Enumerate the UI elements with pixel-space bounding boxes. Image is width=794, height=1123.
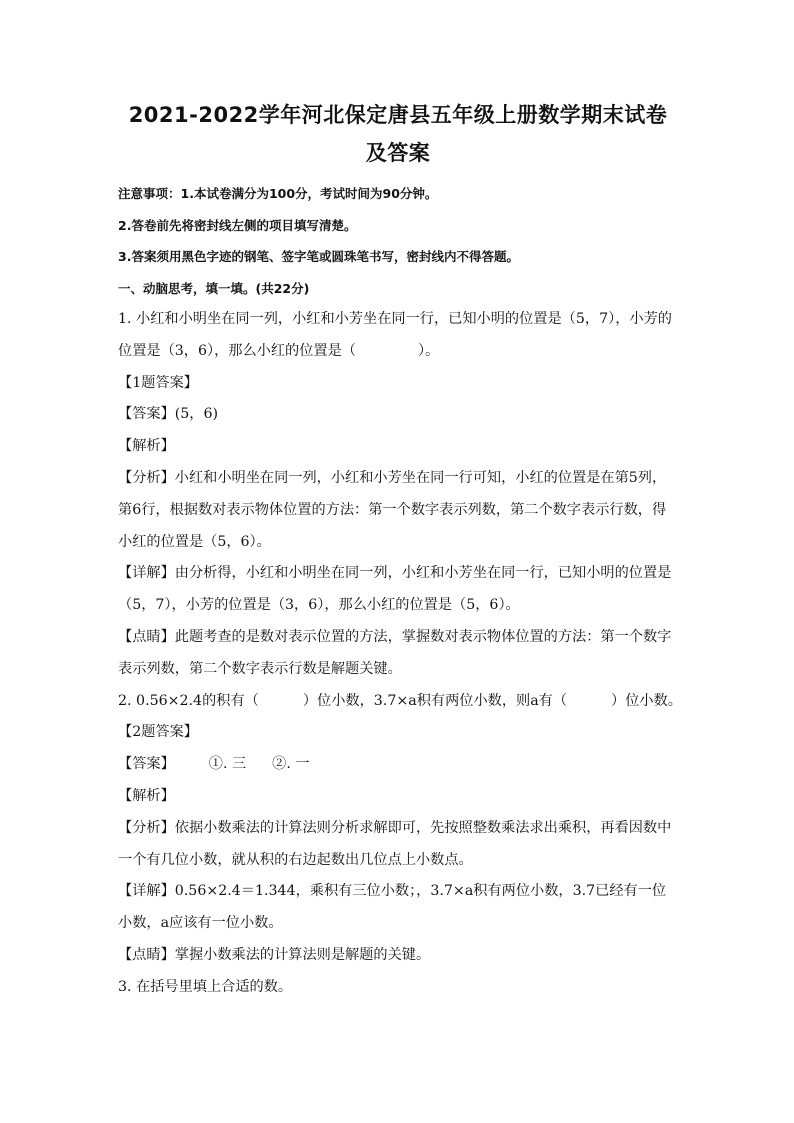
question-1-analysis-header: 【解析】 <box>118 438 175 455</box>
question-2-analysis-header: 【解析】 <box>118 787 175 804</box>
exam-note-2: 2.答卷前先将密封线左侧的项目填写清楚。 <box>118 217 357 233</box>
question-2-key-point: 【点睛】掌握小数乘法的计算法则是解题的关键。 <box>118 946 431 963</box>
question-1-analysis: 【分析】小红和小明坐在同一列，小红和小芳坐在同一行可知，小红的位置是在第5列，第6行，根据数对表示物体位置的方法：第一个数字表示列数，第二个数字表示行数，得小红的位置是（5，6）。 <box>118 469 667 550</box>
question-2-detail: 【详解】0.56×2.4＝1.344，乘积有三位小数；，3.7×a积有两位小数，3.7已经有一位小数，a应该有一位小数。 <box>118 883 667 932</box>
question-1-answer-header: 【1题答案】 <box>118 374 198 391</box>
question-2-answer-1: ①. 三 <box>208 756 247 773</box>
document-page <box>118 96 682 1004</box>
exam-note-3: 3.答案须用黑色字迹的钢笔、签字笔或圆珠笔书写，密封线内不得答题。 <box>118 249 519 264</box>
question-2-answer-header: 【2题答案】 <box>118 724 198 741</box>
question-2-answer-2: ②. 一 <box>272 756 310 773</box>
question-1-stem <box>118 304 678 368</box>
question-2-stem-part-1: 2. 0.56×2.4的积有（ <box>118 692 259 709</box>
question-2-answer <box>118 749 678 781</box>
section-heading-fill-in: 一、动脑思考，填一填。(共22分) <box>118 280 310 296</box>
exam-note-1: 注意事项：1.本试卷满分为100分，考试时间为90分钟。 <box>118 186 438 201</box>
document-title: 2021-2022学年河北保定唐县五年级上册数学期末试卷及答案 <box>128 103 668 165</box>
question-1-key-point: 【点睛】此题考查的是数对表示位置的方法，掌握数对表示物体位置的方法：第一个数字表示列数，第二个数字表示行数是解题关键。 <box>118 628 672 677</box>
question-1-answer: 【答案】(5，6) <box>118 406 219 423</box>
question-2-stem <box>118 686 682 718</box>
question-1-stem-end: ）。 <box>417 342 440 359</box>
question-2-analysis: 【分析】依据小数乘法的计算法则分析求解即可，先按照整数乘法求出乘积，再看因数中一个有几位小数，就从积的右边起数出几位点上小数点。 <box>118 819 672 868</box>
question-1-detail: 【详解】由分析得，小红和小明坐在同一列，小红和小芳坐在同一行，已知小明的位置是（5，7），小芳的位置是（3，6），那么小红的位置是（5，6）。 <box>118 565 672 614</box>
question-2-stem-part-2: ）位小数，3.7×a积有两位小数，则a有（ <box>302 692 568 709</box>
question-1-stem-text: 1. 小红和小明坐在同一列，小红和小芳坐在同一行，已知小明的位置是（5，7），小芳的位置是（3，6），那么小红的位置是（ <box>118 311 672 359</box>
question-3-stem: 3. 在括号里填上合适的数。 <box>118 978 293 995</box>
question-2-answer-label: 【答案】 <box>118 756 175 773</box>
question-2-stem-part-3: ）位小数。 <box>611 692 682 709</box>
